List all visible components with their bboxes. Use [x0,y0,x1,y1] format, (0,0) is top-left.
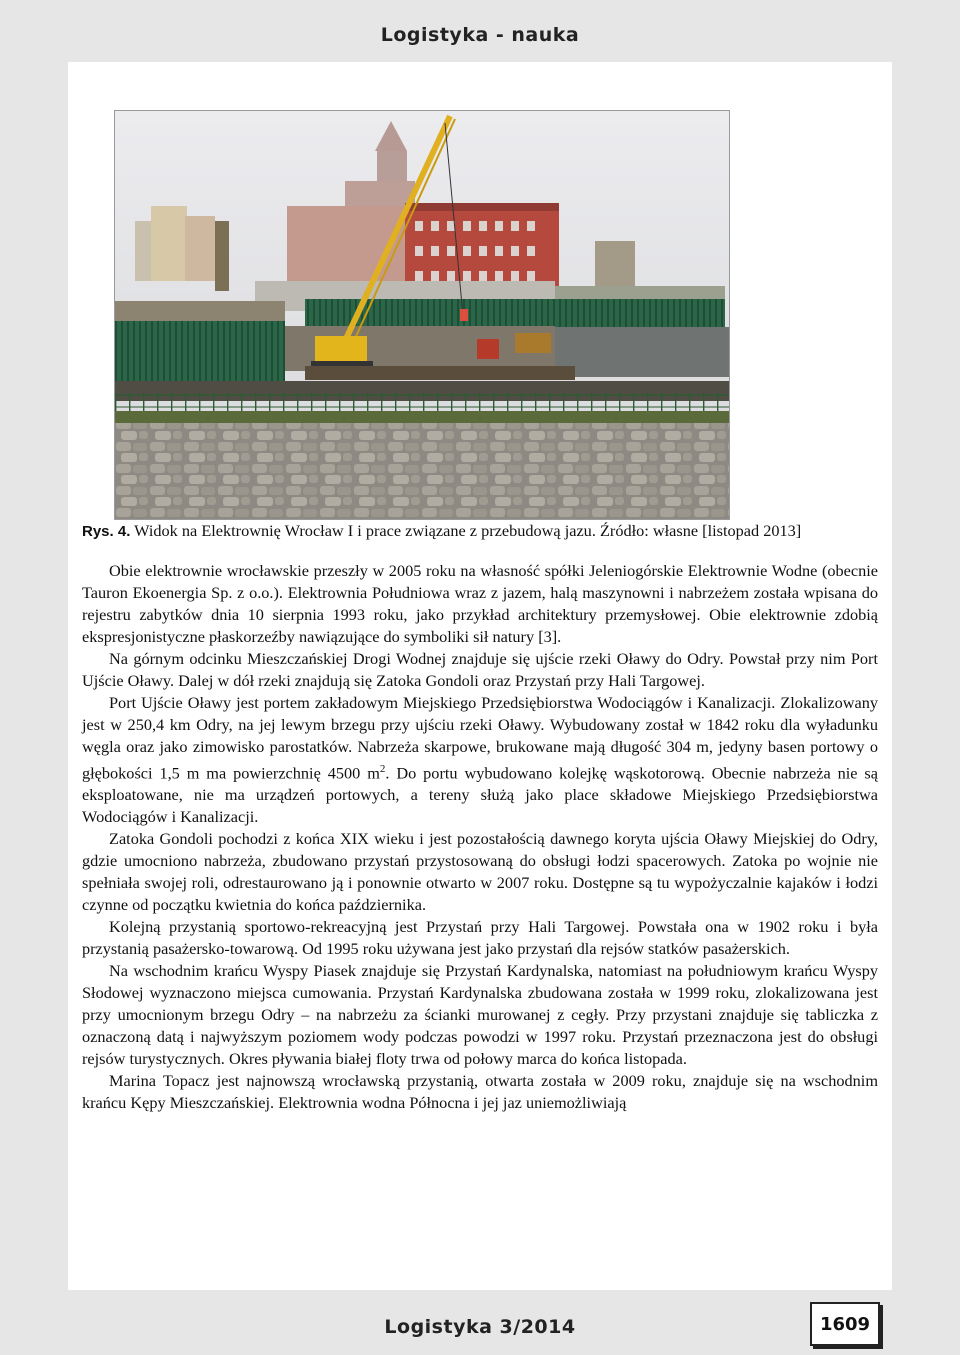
caption-label: Rys. 4. [82,523,131,540]
figure-caption [82,520,882,543]
caption-text: Widok na Elektrownię Wrocław I i prace związane z przebudową jazu. Źródło: własne [listopad 2013] [130,521,802,540]
paragraph: Obie elektrownie wrocławskie przeszły w 2005 roku na własność spółki Jeleniogórskie Elektrownie Wodne (obecnie Tauron Ekoenergia Sp. z o.o.). Elektrownia Południowa wraz z jazem, halą maszynowni i nabrzeżem została wpisana do rejestru zabytków dnia 10 sierpnia 1993 roku, jako przykład architektury przemysłowej. Obie elektrownie zdobią ekspresjonistyczne płaskorzeźby nawiązujące do symboliki sił natury [3]. [82,561,878,646]
paragraph: Zatoka Gondoli pochodzi z końca XIX wieku i jest pozostałością dawnego koryta ujścia Oławy Miejskiej do Odry, gdzie umocniono nabrzeża, zbudowano przystań przystosowaną do obsługi łodzi spacerowych. Zatoka po wojnie nie spełniała swojej roli, odrestaurowano ją i ponownie otwarto w 2007 roku. Dostępne są tu wypożyczalnie kajaków i łodzi czynne od początku kwietnia do końca października. [82,829,878,915]
paragraph-text: Port Ujście Oławy jest portem zakładowym Miejskiego Przedsiębiorstwa Wodociągów i Kanalizacji. Zlokalizowany jest w 250,4 km Odry, na jej lewym brzegu przy ujściu rzeki Oławy. Wybudowany został w 1842 roku dla wyładunku węgla oraz jako zimowisko parostatków. Nabrzeża skarpowe, brukowane mają długość 304 m, jedyny basen portowy o głębokości 1,5 m ma powierzchnię 4500 m [82,693,878,783]
page-number: 1609 [810,1302,880,1346]
article-body [82,560,878,1114]
paragraph: Kolejną przystanią sportowo-rekreacyjną jest Przystań przy Hali Targowej. Powstała ona w 1902 roku i była przystanią pasażersko-towarową. Od 1995 roku używana jest jako przystań dla rejsów statków pasażerskich. [82,917,878,959]
paragraph: Marina Topacz jest najnowszą wrocławską przystanią, otwarta została w 2009 roku, znajduje się na wschodnim krańcu Kępy Mieszczańskiej. Elektrownia wodna Północna i jej jaz uniemożliwiają [82,1071,878,1113]
paragraph: Na wschodnim krańcu Wyspy Piasek znajduje się Przystań Kardynalska, natomiast na południowym krańcu Wyspy Słodowej wyznaczono miejsca cumowania. Przystań Kardynalska zbudowana została w 1999 roku, zlokalizowana jest przy umocnionym brzegu Odry – na nabrzeżu za ścianki murowanej z cegły. Przy przystani znajduje się tabliczka z oznaczoną datą i najwyższym poziomem wody podczas powodzi w 1997 roku. Przystań przeznaczona jest do obsługi rejsów turystycznych. Okres pływania białej floty trwa od połowy marca do końca listopada. [82,961,878,1069]
figure-photo [114,110,730,520]
paragraph [82,692,878,828]
superscript: 2 [379,763,386,775]
paragraph: Na górnym odcinku Mieszczańskiej Drogi Wodnej znajduje się ujście rzeki Oławy do Odry. Powstał przy nim Port Ujście Oławy. Dalej w dół rzeki znajdują się Zatoka Gondoli oraz Przystań przy Hali Targowej. [82,649,878,690]
paragraph-text: . Do portu wybudowano kolejkę wąskotorową. Obecnie nabrzeża nie są eksploatowane, nie ma urządzeń portowych, a tereny służą jako place składowe Miejskiego Przedsiębiorstwa Wodociągów i Kanalizacji. [82,763,878,827]
running-footer: Logistyka 3/2014 [384,1316,576,1338]
running-header: Logistyka - nauka [380,24,580,46]
